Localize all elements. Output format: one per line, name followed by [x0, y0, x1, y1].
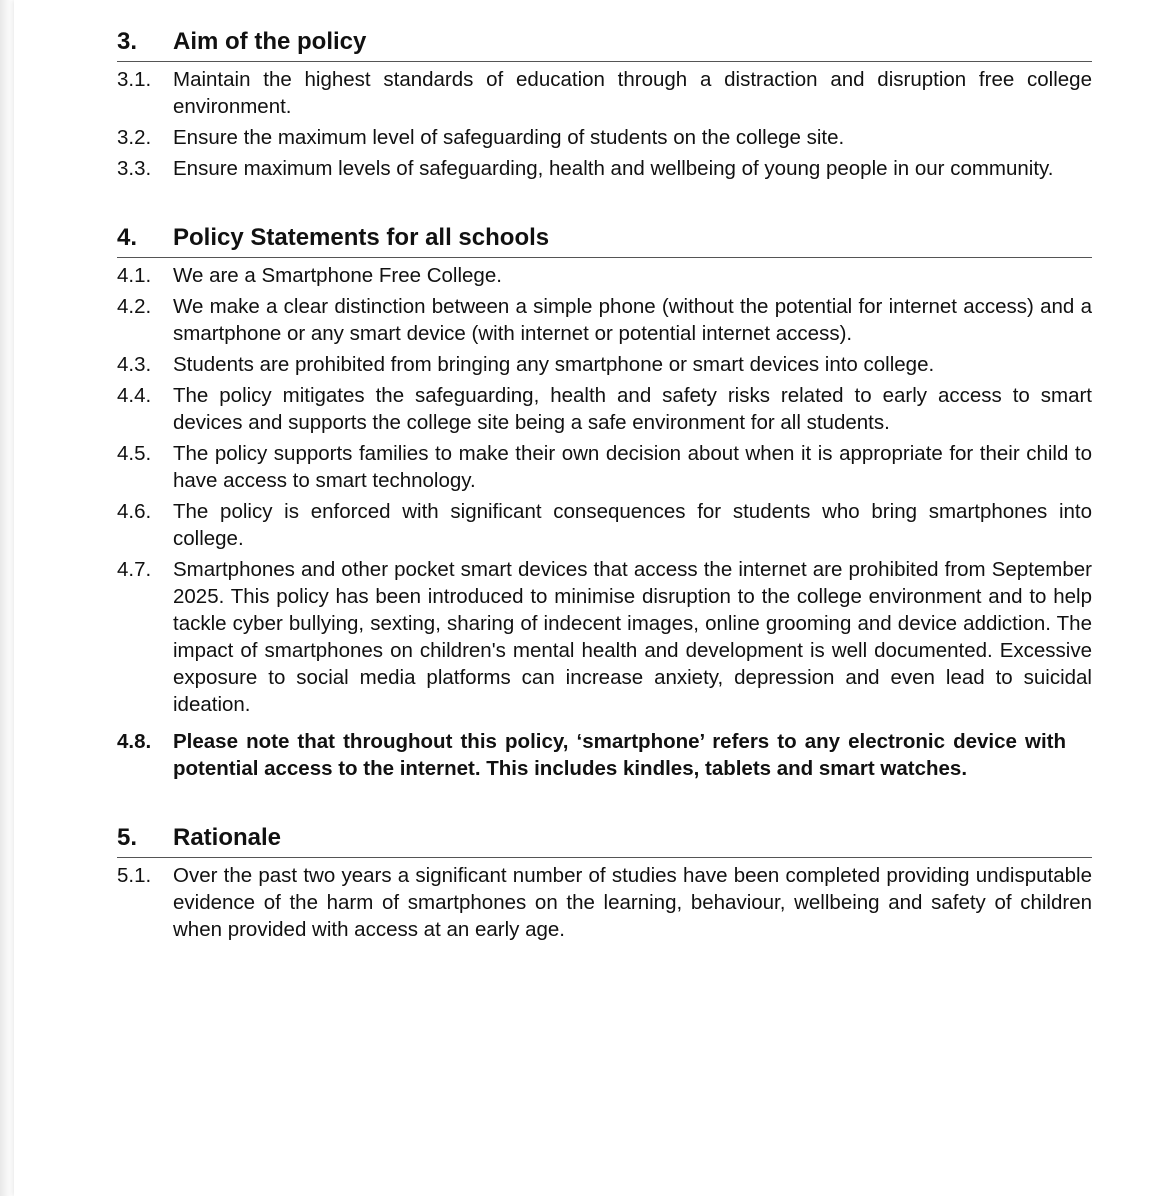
item-text: Ensure maximum levels of safeguarding, health and wellbeing of young people in our community.	[173, 157, 1054, 180]
section-title: Aim of the policy	[173, 28, 367, 55]
item-text: The policy supports families to make their own decision about when it is appropriate for their child to have access to smart technology.	[173, 442, 1092, 492]
section-heading	[117, 220, 1092, 258]
item-text: Students are prohibited from bringing any smartphone or smart devices into college.	[173, 353, 935, 376]
section-heading	[117, 24, 1092, 62]
item-number: 4.8.	[117, 730, 152, 753]
list-item	[117, 351, 1092, 378]
list-item	[117, 155, 1092, 182]
item-number: 4.5.	[117, 442, 152, 465]
item-number: 4.4.	[117, 384, 152, 407]
document-page	[14, 0, 1170, 1196]
item-number: 4.7.	[117, 558, 152, 581]
section-policy-statements	[117, 220, 1092, 782]
item-number: 4.3.	[117, 353, 152, 376]
list-item	[117, 498, 1092, 552]
list-item	[117, 440, 1092, 494]
item-text: The policy mitigates the safeguarding, health and safety risks related to early access to smart devices and supports the college site being a safe environment for all students.	[173, 384, 1092, 434]
item-number: 3.2.	[117, 126, 152, 149]
section-aim	[117, 24, 1092, 182]
item-text: Ensure the maximum level of safeguarding of students on the college site.	[173, 126, 845, 149]
item-number: 3.1.	[117, 68, 152, 91]
section-number: 4.	[117, 224, 138, 251]
section-heading	[117, 820, 1092, 858]
item-text: Please note that throughout this policy, ‘smartphone’ refers to any electronic device with potential access to the internet. This includes kindles, tablets and smart watches.	[173, 730, 1066, 780]
item-number: 5.1.	[117, 864, 152, 887]
list-item-note	[117, 728, 1092, 782]
item-text: Over the past two years a significant number of studies have been completed providing undisputable evidence of the harm of smartphones on the learning, behaviour, wellbeing and safety of children when provided with access at an early age.	[173, 864, 1092, 941]
section-title: Policy Statements for all schools	[173, 224, 550, 251]
section-number: 3.	[117, 28, 138, 55]
item-text: Smartphones and other pocket smart devices that access the internet are prohibited from September 2025. This policy has been introduced to minimise disruption to the college environment and to help tackle cyber bullying, sexting, sharing of indecent images, online grooming and device addiction. The impact of smartphones on children's mental health and development is well documented. Excessive exposure to social media platforms can increase anxiety, depression and even lead to suicidal ideation.	[173, 558, 1092, 716]
list-item	[117, 293, 1092, 347]
item-text: We make a clear distinction between a simple phone (without the potential for internet access) and a smartphone or any smart device (with internet or potential internet access).	[173, 295, 1092, 345]
section-number: 5.	[117, 824, 138, 851]
list-item	[117, 124, 1092, 151]
section-title: Rationale	[173, 824, 282, 851]
item-text: Maintain the highest standards of education through a distraction and disruption free college environment.	[173, 68, 1092, 118]
item-number: 4.6.	[117, 500, 152, 523]
section-rationale	[117, 820, 1092, 943]
item-text: We are a Smartphone Free College.	[173, 264, 502, 287]
list-item	[117, 556, 1092, 718]
list-item	[117, 382, 1092, 436]
page-content	[117, 24, 1092, 981]
item-number: 3.3.	[117, 157, 152, 180]
item-text: The policy is enforced with significant consequences for students who bring smartphones into college.	[173, 500, 1092, 550]
list-item	[117, 66, 1092, 120]
list-item	[117, 862, 1092, 943]
item-number: 4.2.	[117, 295, 152, 318]
list-item	[117, 262, 1092, 289]
item-number: 4.1.	[117, 264, 152, 287]
